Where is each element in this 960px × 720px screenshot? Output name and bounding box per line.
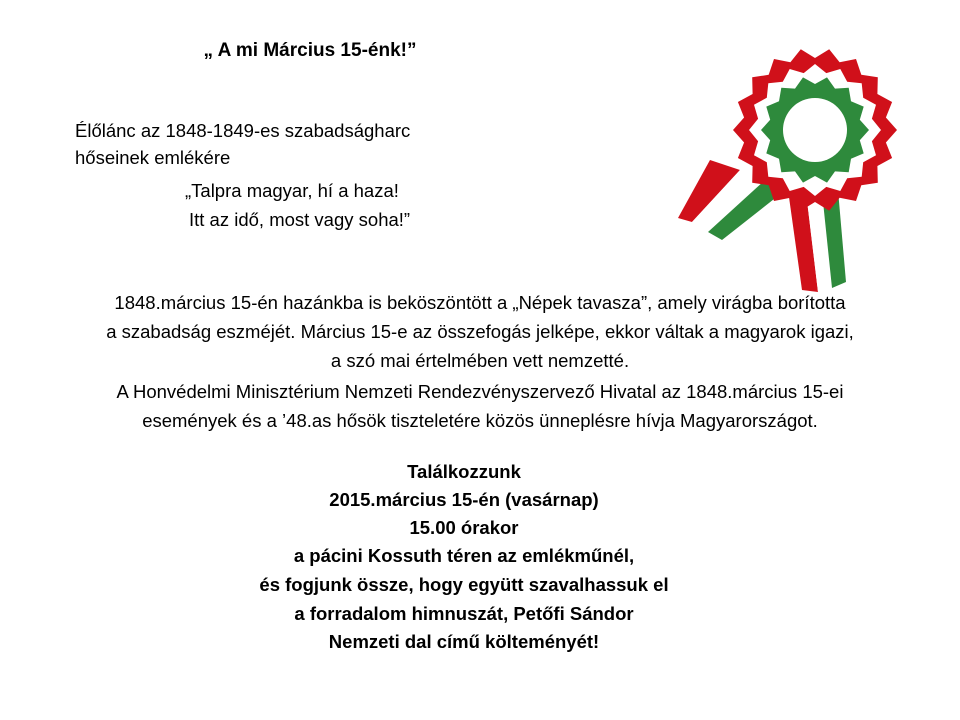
cockade-center [783, 98, 847, 162]
paragraph-line: 1848.március 15-én hazánkba is beköszöntött a „Népek tavasza”, amely virágba borította [114, 292, 846, 313]
quote-line-1: „Talpra magyar, hí a haza! [185, 180, 399, 201]
intro-line-1: Élőlánc az 1848-1849-es szabadságharc [75, 120, 411, 141]
invitation-line: 2015.március 15-én (vasárnap) [329, 489, 599, 510]
paragraph-line: események és a ’48.as hősök tiszteletére közös ünneplésre hívja Magyarországot. [142, 410, 818, 431]
invitation-line: és fogjunk össze, hogy együtt szavalhassuk el [259, 574, 669, 595]
paragraph-line: a szabadság eszméjét. Március 15-e az összefogás jelképe, ekkor váltak a magyarok igazi, [106, 321, 854, 342]
quote-line-2: Itt az idő, most vagy soha!” [189, 209, 411, 230]
intro-line-2: hőseinek emlékére [75, 147, 231, 168]
invitation-line: 15.00 órakor [409, 517, 519, 538]
paragraph-line: a szó mai értelmében vett nemzetté. [330, 350, 630, 371]
invitation-line: a forradalom himnuszát, Petőfi Sándor [294, 603, 634, 624]
page-title: „ A mi Március 15-énk!” [203, 40, 417, 61]
invitation-line: Nemzeti dal című költeményét! [328, 631, 600, 652]
hungarian-cockade-icon [670, 40, 940, 300]
invitation-line: a pácini Kossuth téren az emlékműnél, [293, 545, 635, 566]
paragraph-line: A Honvédelmi Minisztérium Nemzeti Rendezvényszervező Hivatal az 1848.március 15-ei [116, 381, 844, 402]
invitation-line: Találkozzunk [407, 461, 521, 482]
